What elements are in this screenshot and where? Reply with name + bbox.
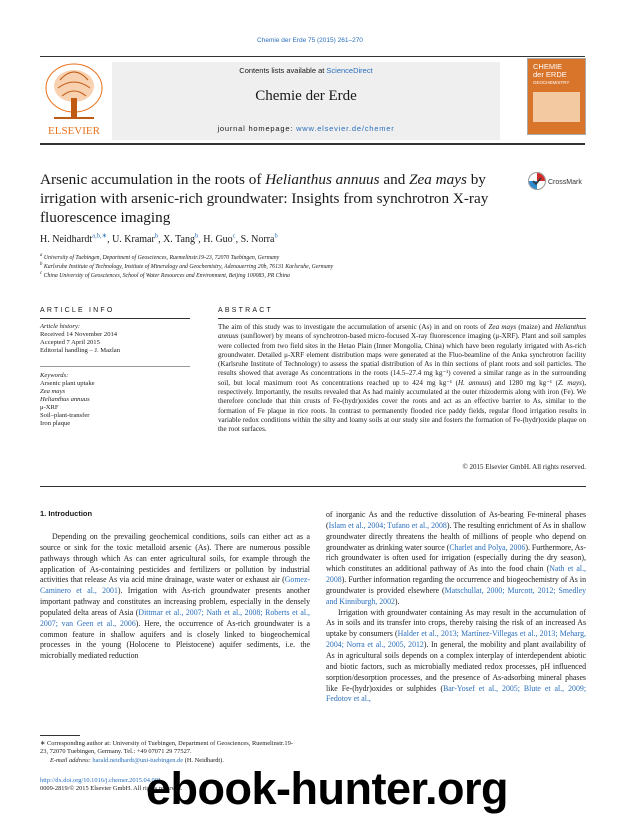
- title-species-1: Helianthus annuus: [265, 171, 380, 188]
- author-affiliation-marker[interactable]: b: [274, 233, 278, 240]
- keyword: μ-XRF: [40, 404, 59, 411]
- email-label: E-mail address:: [50, 756, 93, 764]
- keyword: Arsenic plant uptake: [40, 380, 95, 387]
- abstract-segment: (maize) and: [516, 323, 555, 331]
- author: [203, 234, 240, 245]
- received-date: Received 14 November 2014: [40, 331, 118, 338]
- abstract-segment: ), respectively. Importantly, the results revealed that As had mainly accumulated at the outer rhizodermis along with iron (Fe). We therefore conclude that thin crusts of Fe-(hydr)oxides cover the roots and act as an effective barrier to As, similar to the formation of Fe plaque in rice roots. In contrast to permanently flooded rice paddy fields, regular flood irrigation results in variable redox conditions within the silty and loamy soils at our study site and fosters the formation of Fe-(hydr)oxide plaque on the root surfaces.: [218, 378, 587, 434]
- reference-link[interactable]: Gomez-Caminero et al., 2001: [40, 575, 310, 596]
- author-list: [40, 232, 580, 245]
- reference-link[interactable]: Bar-Yosef et al., 2005; Blute et al., 2009; Fedotov et al.,: [326, 683, 587, 704]
- author-name: X. Tang: [163, 234, 195, 246]
- author-name: S. Norra: [240, 234, 275, 246]
- intro-text: ). Furthermore, As-rich groundwater is often used for irrigation (especially during the dry season), which constitutes an additional pathway of As into the food chain (: [326, 542, 586, 574]
- article-info-rule: [40, 318, 190, 319]
- author: [112, 234, 163, 245]
- crossmark-icon: [527, 171, 597, 191]
- cover-title-1: CHEMIE: [533, 62, 563, 71]
- homepage-prefix: journal homepage:: [217, 124, 297, 133]
- author: [241, 234, 278, 245]
- intro-text: ). Here, the occurrence of As-rich groundwater is a common feature in shallow aquifers and is closely linked to biogeochemical processes in the young (Holocene to Pleistocene) aquifer sediments, i.e. the microbially mediated reduction: [40, 618, 310, 661]
- affiliation-b: [40, 262, 580, 270]
- intro-text: ). The resulting enrichment of As in shallow groundwater directly threatens the health of millions of people who depend on groundwater as drinking water source (: [326, 520, 586, 552]
- cover-subtitle: GEOCHEMISTRY: [533, 80, 570, 85]
- reference-link[interactable]: Charlet and Polya, 2006: [449, 542, 526, 552]
- intro-paragraph-1-continued: [326, 510, 586, 608]
- accepted-date: Accepted 7 April 2015: [40, 339, 100, 346]
- author-affiliation-marker[interactable]: b: [194, 233, 199, 240]
- intro-text: Depending on the prevailing geochemical conditions, soils can either act as a source or sink for the toxic metalloid arsenic (As). There are numerous possible pathways through which As can enter agricultural soils, for example through the application of As-containing pesticides and fertilizers or pollution by industrial activities that release As via acid mine drainage, waste water or exhaust air (: [40, 532, 310, 585]
- journal-homepage: [112, 124, 500, 133]
- header-top-rule: [40, 56, 585, 57]
- journal-citation[interactable]: Chemie der Erde 75 (2015) 261–270: [257, 37, 363, 44]
- reference-link[interactable]: Matschullat, 2000; Murcott, 2012; Smedley and Kinniburgh, 2002: [326, 585, 586, 606]
- reference-link[interactable]: Dittmar et al., 2007; Nath et al., 2008; Roberts et al., 2007; van Geen et al., 2006: [40, 607, 310, 628]
- intro-text: of inorganic As and the reductive dissolution of As-bearing Fe-mineral phases (: [326, 510, 586, 530]
- introduction-right-column: [326, 510, 586, 705]
- author-name: H. Neidhardt: [40, 234, 93, 246]
- abstract-segment: ) and 1280 mg kg⁻¹ (: [488, 378, 558, 387]
- author-name: H. Guo: [203, 234, 233, 246]
- article-title: [40, 170, 510, 227]
- elsevier-logo: [40, 58, 108, 140]
- contents-line: [112, 66, 500, 75]
- elsevier-wordmark: ELSEVIER: [48, 125, 100, 137]
- author: [163, 234, 203, 245]
- abstract-text: [218, 323, 586, 435]
- abstract-species: Helianthus annuus: [218, 323, 586, 341]
- intro-text: ). Irrigation with As-rich groundwater presents another important pathway and constitutes an increasing problem, especially in the densely populated delta areas of Asia (: [40, 586, 310, 617]
- author-affiliation-marker[interactable]: a,b,∗: [92, 233, 108, 240]
- intro-text: Irrigation with groundwater containing As may result in the accumulation of As in soils and its transfer into crops, thereby raising the risk of an increased As uptake by consumers (: [326, 607, 586, 639]
- crossmark-badge[interactable]: [527, 171, 597, 191]
- cover-title-2: der ERDE: [533, 70, 567, 79]
- abstract-top-rule: [218, 318, 586, 319]
- elsevier-tree-icon: [40, 58, 108, 140]
- abstract-segment: The aim of this study was to investigate the accumulation of arsenic (As) in and on roots of: [218, 323, 489, 331]
- footnote-rule: [40, 735, 80, 736]
- keyword: Helianthus annuus: [40, 396, 90, 403]
- abstract-species: Zea mays: [488, 323, 517, 331]
- affiliation-c-text: China University of Geosciences, School of Water Resources and Environment, Beijing 100083, PR China: [42, 272, 290, 279]
- affiliation-c-marker: c: [40, 271, 43, 276]
- watermark-text: ebook-hunter.org: [146, 763, 508, 814]
- sciencedirect-link[interactable]: ScienceDirect: [326, 66, 373, 75]
- intro-text: ). In general, the mobility and plant availability of As in agricultural soils depends on a complex interplay of interdependent abiotic and biotic factors, such as microbially mediated redox processes, pH influenced sorption/desorption processes, and the presence of As-adsorbing mineral phases like Fe-(hydr)oxides or sulphides (: [326, 640, 586, 693]
- reference-link[interactable]: Islam et al., 2004; Tufano et al., 2008: [328, 520, 447, 530]
- footnote-text: ∗ Corresponding author at: University of Tuebingen, Department of Geosciences, Ruemelinstr.19-23, 72070 Tuebingen, Germany. Tel.: +49 07071 29 77527.: [40, 740, 293, 756]
- email-link[interactable]: harald.neidhardt@uni-tuebingen.de: [92, 756, 184, 764]
- author-separator: ,: [198, 234, 204, 246]
- journal-name: Chemie der Erde: [255, 88, 357, 104]
- title-text-2: and: [379, 171, 410, 188]
- reference-link[interactable]: Nath et al., 2008: [326, 564, 586, 585]
- homepage-link[interactable]: www.elsevier.de/chemer: [296, 124, 395, 133]
- author-separator: ,: [158, 234, 164, 246]
- keyword: Iron plaque: [40, 420, 71, 427]
- journal-cover[interactable]: [527, 58, 586, 135]
- issn-copyright: 0009-2819/© 2015 Elsevier GmbH. All rights reserved.: [40, 785, 183, 793]
- abstract-species: Z. mays: [558, 378, 582, 387]
- affiliation-b-text: Karlsruhe Institute of Technology, Institute of Mineralogy and Geochemistry, Adenauerring 20b, 76131 Karlsruhe, Germany: [42, 263, 334, 270]
- abstract-segment: (sunflower) by means of synchrotron-based micro-focused X-ray fluorescence imaging (μ-XRF). Plant and soil samples were collected from two field sites in the Hetao Plain (Inner Mongolia, China) which have been regularly irrigated with As-rich groundwater. Detailed μ-XRF element distribution maps were generated at the Fluo-beamline of the Anka synchrotron facility (Karlsruhe Institute of Technology) to assess the spatial distribution of As in thin sections of plant roots and soil particles. The results showed that average As concentrations in the roots (14.5–27.4 mg kg⁻¹) covered a similar range as in the surrounding soil, but local maximum root As concentrations reached up to 424 mg kg⁻¹ (: [218, 332, 586, 387]
- keywords-label: Keywords:: [40, 372, 69, 379]
- introduction-heading: 1. Introduction: [40, 509, 93, 518]
- author-separator: ,: [107, 234, 113, 246]
- abstract-heading: ABSTRACT: [218, 307, 273, 314]
- affiliation-c: [40, 271, 580, 279]
- title-text-3: by irrigation with arsenic-rich groundwater: Insights from synchrotron X-ray fluorescence imaging: [40, 171, 489, 226]
- author-name: U. Kramar: [112, 234, 155, 246]
- editorial-handling: Editorial handling – J. Mazlan: [40, 347, 121, 354]
- abstract-bottom-rule: [40, 486, 586, 487]
- introduction-left-column: [40, 532, 310, 662]
- cover-image: [533, 92, 580, 122]
- affiliation-a: [40, 253, 580, 261]
- keyword: Zea mays: [40, 388, 66, 395]
- author-affiliation-marker[interactable]: c: [232, 233, 236, 240]
- keywords-block: [40, 372, 190, 428]
- author-separator: ,: [235, 234, 241, 246]
- abstract-copyright: © 2015 Elsevier GmbH. All rights reserved.: [462, 463, 586, 471]
- author: [40, 234, 112, 245]
- crossmark-label: CrossMark: [548, 179, 582, 186]
- header-bottom-rule: [40, 143, 585, 145]
- affiliation-a-text: University of Tuebingen, Department of Geosciences, Ruemelinstr.19-23, 72070 Tuebingen, Germany: [42, 254, 280, 261]
- intro-paragraph-2: [326, 608, 586, 706]
- abstract-species: H. annuus: [458, 378, 489, 387]
- keywords-rule: [40, 366, 190, 367]
- doi-link[interactable]: http://dx.doi.org/10.1016/j.chemer.2015.04.001: [40, 777, 162, 784]
- intro-paragraph-1: [40, 532, 310, 662]
- contents-prefix: Contents lists available at: [239, 66, 327, 75]
- history-label: Article history:: [40, 323, 81, 330]
- title-species-2: Zea mays: [409, 171, 467, 188]
- email-suffix: (H. Neidhardt).: [183, 756, 224, 764]
- article-info-heading: ARTICLE INFO: [40, 307, 115, 314]
- author-affiliation-marker[interactable]: b: [154, 233, 159, 240]
- article-history: [40, 323, 190, 355]
- affiliation-a-marker: a: [40, 253, 43, 258]
- intro-text: ).: [394, 596, 400, 606]
- reference-link[interactable]: Halder et al., 2013; Martínez-Villegas et al., 2013; Meharg, 2004; Norra et al., 2005, 2012: [326, 629, 586, 650]
- affiliation-b-marker: b: [40, 262, 43, 267]
- intro-text: ). Further information regarding the occurrence and biogeochemistry of As in groundwater is provided elsewhere (: [326, 575, 586, 595]
- title-text-1: Arsenic accumulation in the roots of: [40, 171, 266, 188]
- keyword: Soil–plant-transfer: [40, 412, 90, 419]
